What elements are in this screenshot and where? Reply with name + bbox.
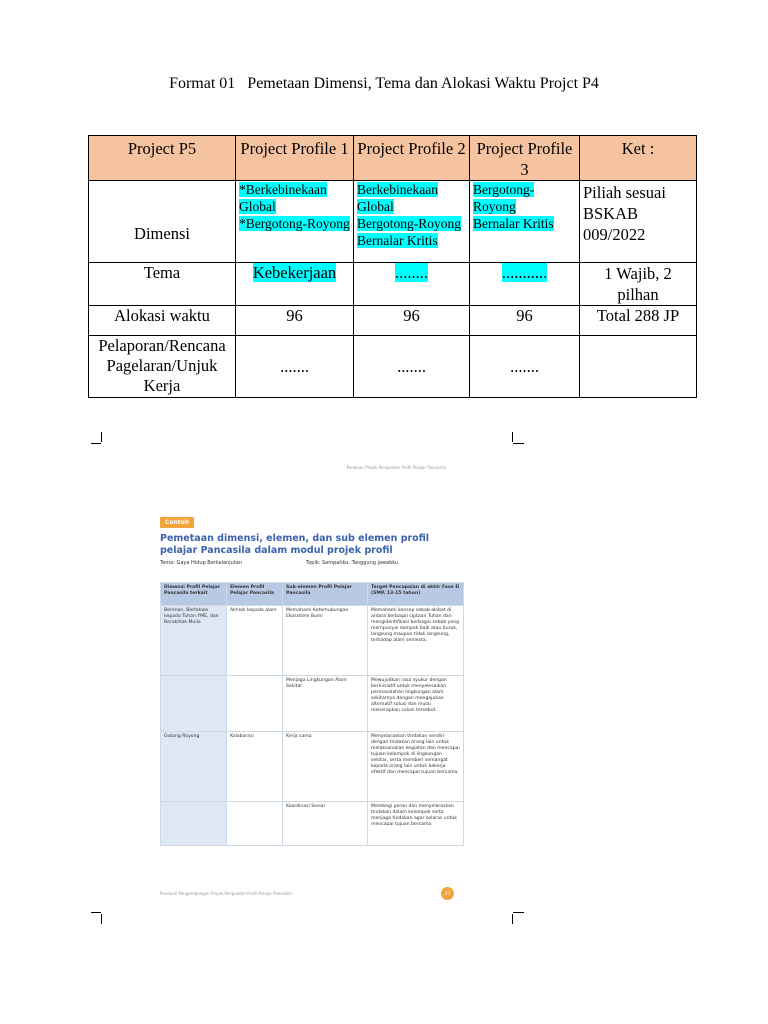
embedded-cell-elemen: Kolaborasi (227, 732, 283, 802)
tema-p1: Kebekerjaan (236, 263, 354, 306)
embedded-cell-sub: Menjaga Lingkungan Alam Sekitar (283, 676, 368, 732)
label-pelaporan: Pelaporan/Rencana Pagelaran/Unjuk Kerja (89, 336, 236, 398)
contoh-tag: Contoh (160, 517, 194, 528)
header-ket: Ket : (580, 136, 697, 181)
header-profile-1: Project Profile 1 (236, 136, 354, 181)
embedded-footer: Panduan Pengembangan Projek Penguatan Profil Pelajar Pancasila (160, 891, 292, 896)
embedded-title: Pemetaan dimensi, elemen, dan sub elemen profil pelajar Pancasila dalam modul projek profil (160, 533, 430, 556)
table-row (161, 676, 464, 732)
title-text: Pemetaan Dimensi, Tema dan Alokasi Waktu Projct P4 (247, 75, 599, 92)
header-profile-2: Project Profile 2 (354, 136, 470, 181)
row-dimensi (89, 181, 697, 263)
embedded-table (160, 582, 464, 846)
embedded-cell-target: Membagi peran dan menyelaraskan tindakan dalam kelompok serta menjaga tindakan agar selaras untuk mencapai tujuan bersama. (368, 802, 464, 846)
pelaporan-ket (580, 336, 697, 398)
alokasi-p1: 96 (236, 306, 354, 336)
embedded-cell-dimensi: Beriman, Bertakwa kepada Tuhan YME, dan Berakhlak Mulia (161, 606, 227, 676)
embedded-page (160, 460, 464, 900)
embedded-col-sub: Sub-elemen Profil Pelajar Pancasila (283, 583, 368, 606)
embedded-col-target: Target Pencapaian di akhir Fase D (SMP, 13-15 tahun) (368, 583, 464, 606)
pelaporan-p3: ....... (470, 336, 580, 398)
header-profile-3: Project Profile 3 (470, 136, 580, 181)
tema-p3: ........... (470, 263, 580, 306)
embedded-cell-elemen: Akhlak kepada alam (227, 606, 283, 676)
embedded-meta-tema: Tema: Gaya Hidup Berkelanjutan (160, 560, 243, 566)
alokasi-p2: 96 (354, 306, 470, 336)
row-tema (89, 263, 697, 306)
embedded-cell-dimensi: Gotong Royong (161, 732, 227, 802)
tema-ket: 1 Wajib, 2 pilhan (580, 263, 697, 306)
label-dimensi: Dimensi (89, 181, 236, 263)
label-alokasi: Alokasi waktu (89, 306, 236, 336)
embedded-header-row (161, 583, 464, 606)
row-pelaporan (89, 336, 697, 398)
embedded-cell-dimensi (161, 802, 227, 846)
dimensi-p2: Berkebinekaan Global Bergotong-Royong Bernalar Kritis (354, 181, 470, 263)
embedded-cell-target: Menyelaraskan tindakan sendiri dengan tindakan orang lain untuk melaksanakan kegiatan dan mencapai tujuan kelompok di lingkungan sekitar, serta memberi semangat kepada orang lain untuk bekerja efektif dan mencapai tujuan bersama. (368, 732, 464, 802)
tema-p2: ........ (354, 263, 470, 306)
embedded-cell-target: Memahami konsep sebab-akibat di antara berbagai ciptaan Tuhan dan mengidentifikasi berbagai sebab yang mempunyai dampak baik atau buruk, langsung maupun tidak langsung, terhadap alam semesta. (368, 606, 464, 676)
table-row (161, 606, 464, 676)
alokasi-ket: Total 288 JP (580, 306, 697, 336)
header-row (89, 136, 697, 181)
mapping-table (88, 135, 697, 398)
dimensi-p3: Bergotong-Royong Bernalar Kritis (470, 181, 580, 263)
embedded-cell-sub: Kerja sama (283, 732, 368, 802)
embedded-cell-target: Mewujudkan rasa syukur dengan berinisiatif untuk menyelesaikan permasalahan lingkungan alam sekitarnya dengan mengajukan alternatif solusi dan mulai menerapkan solusi tersebut. (368, 676, 464, 732)
pelaporan-p2: ....... (354, 336, 470, 398)
dimensi-p1: *Berkebinekaan Global *Bergotong-Royong (236, 181, 354, 263)
embedded-header: Panduan Projek Penguatan Profil Pelajar Pancasila (346, 465, 446, 470)
embedded-cell-sub: Memahami Keterhubungan Ekosistem Bumi (283, 606, 368, 676)
table-row (161, 732, 464, 802)
embedded-cell-sub: Koordinasi Sosial (283, 802, 368, 846)
embedded-cell-elemen (227, 802, 283, 846)
embedded-cell-elemen (227, 676, 283, 732)
alokasi-p3: 96 (470, 306, 580, 336)
pelaporan-p1: ....... (236, 336, 354, 398)
embedded-col-dimensi: Dimensi Profil Pelajar Pancasila terkait (161, 583, 227, 606)
label-tema: Tema (89, 263, 236, 306)
page-title (0, 75, 768, 93)
embedded-col-elemen: Elemen Profil Pelajar Pancasila (227, 583, 283, 606)
dimensi-ket: Piliah sesuai BSKAB 009/2022 (580, 181, 697, 263)
format-label: Format 01 (169, 75, 236, 92)
header-project-p5: Project P5 (89, 136, 236, 181)
embedded-page-number: 37 (441, 887, 454, 900)
embedded-meta-topik: Topik: Sampahku, Tanggung jawabku (306, 560, 399, 566)
table-row (161, 802, 464, 846)
embedded-cell-dimensi (161, 676, 227, 732)
row-alokasi (89, 306, 697, 336)
